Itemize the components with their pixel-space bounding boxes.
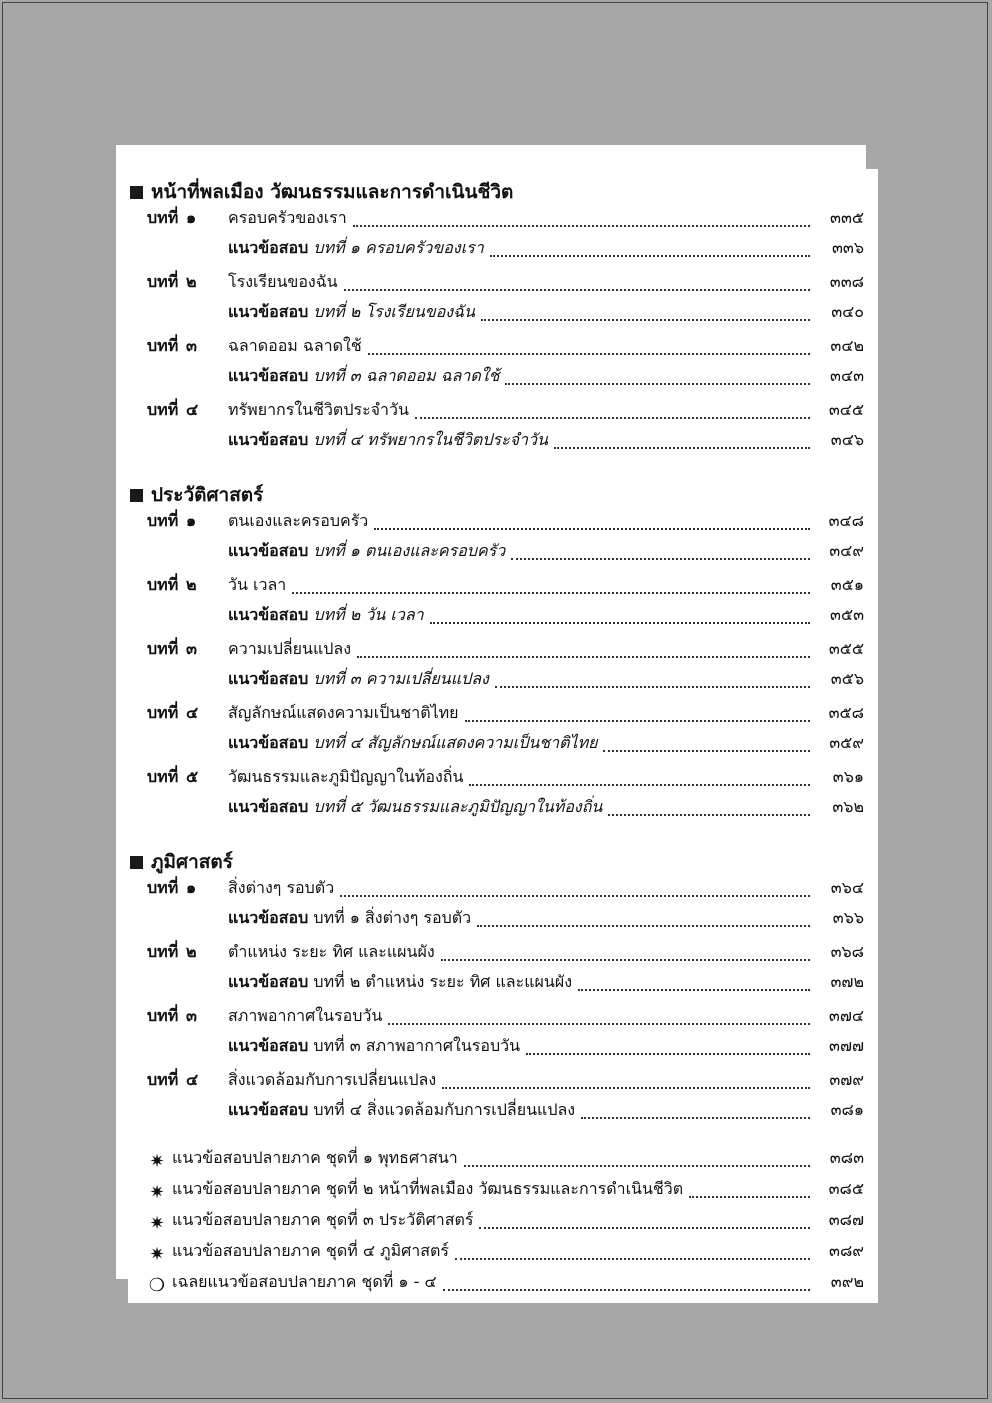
chapter-title: สิ่งต่างๆ รอบตัว [228, 878, 335, 897]
dot-leader [495, 686, 810, 688]
toc-exercise-row[interactable] [116, 796, 878, 822]
toc-extra-row[interactable] [146, 1238, 864, 1264]
exercise-title: บทที่ ๕ วัฒนธรรมและภูมิปัญญาในท้องถิ่น [313, 797, 603, 816]
toc-entry [228, 270, 864, 295]
chapter-number: ๔ [186, 1070, 199, 1089]
page-number: ๓๔๓ [830, 366, 864, 385]
page-number: ๓๕๖ [830, 669, 864, 688]
toc-exercise-row[interactable] [116, 1099, 878, 1125]
toc-exercise-row[interactable] [116, 732, 878, 758]
chapter-label: บทที่ [147, 878, 179, 897]
toc-chapter-row[interactable] [116, 510, 878, 536]
toc-chapter-row[interactable] [116, 702, 878, 728]
dot-leader [511, 558, 810, 560]
exercise-title: บทที่ ๒ ตำแหน่ง ระยะ ทิศ และแผนผัง [313, 972, 572, 991]
section-title-text: ภูมิศาสตร์ [151, 851, 233, 873]
exercise-label: แนวข้อสอบ [228, 972, 309, 991]
toc-entry [228, 1004, 864, 1029]
chapter-title: ฉลาดออม ฉลาดใช้ [228, 336, 362, 355]
dot-leader [368, 353, 810, 355]
page-number: ๓๕๑ [830, 575, 864, 594]
star-burst-icon: ✷ [149, 1213, 165, 1234]
dot-leader [465, 720, 810, 722]
page-number: ๓๗๒ [830, 972, 864, 991]
page-number: ๓๓๕ [830, 208, 864, 227]
toc-entry [228, 428, 864, 453]
section-title-text: ประวัติศาสตร์ [151, 484, 264, 506]
toc-chapter-row[interactable] [116, 1005, 878, 1031]
dot-leader [415, 417, 810, 419]
dot-leader [689, 1196, 810, 1198]
page-number: ๓๖๖ [832, 908, 864, 927]
toc-extra-row[interactable] [146, 1269, 864, 1295]
exercise-title: บทที่ ๔ สิ่งแวดล้อมกับการเปลี่ยนแปลง [313, 1100, 576, 1119]
dot-leader [344, 289, 810, 291]
page-number: ๓๙๒ [830, 1272, 864, 1291]
dot-leader [340, 895, 810, 897]
sheet-notch [116, 1279, 128, 1303]
toc-exercise-row[interactable] [116, 237, 878, 263]
chapter-number: ๑ [186, 511, 197, 530]
toc-entry [228, 765, 864, 790]
toc-entry [228, 1098, 864, 1123]
exercise-text [228, 236, 484, 261]
square-bullet-icon [130, 186, 143, 199]
exercise-text [228, 1034, 520, 1059]
toc-chapter-row[interactable] [116, 877, 878, 903]
exercise-text [228, 603, 424, 628]
toc-exercise-row[interactable] [116, 301, 878, 327]
exercise-title: บทที่ ๑ ตนเองและครอบครัว [313, 541, 506, 560]
exercise-text [228, 300, 475, 325]
page-number: ๓๘๗ [828, 1210, 864, 1229]
chapter-title: ครอบครัวของเรา [228, 208, 347, 227]
chapter-title: วัน เวลา [228, 575, 287, 594]
dot-leader [292, 592, 810, 594]
toc-entry [228, 701, 864, 726]
toc-entry [228, 539, 864, 564]
dot-leader [357, 656, 810, 658]
toc-extra-row[interactable] [146, 1176, 864, 1202]
dot-leader [469, 784, 810, 786]
chapter-number: ๕ [186, 767, 199, 786]
chapter-label: บทที่ [147, 1070, 179, 1089]
dot-leader [443, 1289, 810, 1291]
section-title [130, 847, 233, 877]
dot-leader [608, 814, 810, 816]
toc-entry [228, 940, 864, 965]
chapter-label: บทที่ [147, 208, 179, 227]
exercise-title: บทที่ ๔ สัญลักษณ์แสดงความเป็นชาติไทย [313, 733, 598, 752]
star-burst-icon: ✷ [149, 1151, 165, 1172]
page-number: ๓๕๙ [829, 733, 864, 752]
toc-chapter-row[interactable] [116, 335, 878, 361]
exercise-text [228, 970, 572, 995]
chapter-title: ตนเองและครอบครัว [228, 511, 369, 530]
page-number: ๓๔๐ [831, 302, 864, 321]
chapter-title: ความเปลี่ยนแปลง [228, 639, 352, 658]
chapter-number: ๓ [186, 1006, 197, 1025]
exercise-text [228, 539, 505, 564]
page-number: ๓๘๙ [829, 1241, 864, 1260]
page-number: ๓๔๘ [828, 511, 864, 530]
exercise-text [228, 731, 597, 756]
toc-chapter-row[interactable] [116, 1069, 878, 1095]
toc-exercise-row[interactable] [116, 668, 878, 694]
chapter-number: ๔ [186, 400, 199, 419]
toc-sheet [116, 145, 878, 1303]
exercise-title: บทที่ ๓ สภาพอากาศในรอบวัน [313, 1036, 521, 1055]
exercise-label: แนวข้อสอบ [228, 366, 309, 385]
exercise-label: แนวข้อสอบ [228, 797, 309, 816]
chapter-label: บทที่ [147, 336, 179, 355]
toc-chapter-row[interactable] [116, 574, 878, 600]
page-number: ๓๖๑ [832, 767, 864, 786]
toc-entry [228, 876, 864, 901]
extra-title: แนวข้อสอบปลายภาค ชุดที่ ๓ ประวัติศาสตร์ [172, 1210, 474, 1229]
chapter-label: บทที่ [147, 511, 179, 530]
toc-entry [228, 364, 864, 389]
exercise-title: บทที่ ๑ ครอบครัวของเรา [313, 238, 484, 257]
extra-title: แนวข้อสอบปลายภาค ชุดที่ ๒ หน้าที่พลเมือง วัฒนธรรมและการดำเนินชีวิต [172, 1179, 684, 1198]
page-number: ๓๘๑ [830, 1100, 864, 1119]
chapter-title: ทรัพยากรในชีวิตประจำวัน [228, 400, 409, 419]
exercise-title: บทที่ ๔ ทรัพยากรในชีวิตประจำวัน [313, 430, 548, 449]
chapter-label: บทที่ [147, 942, 179, 961]
square-bullet-icon [130, 489, 143, 502]
chapter-number: ๒ [186, 272, 197, 291]
toc-entry [228, 970, 864, 995]
dot-leader [374, 528, 810, 530]
toc-entry [228, 637, 864, 662]
dot-leader [603, 750, 810, 752]
exercise-text [228, 428, 548, 453]
chapter-label: บทที่ [147, 767, 179, 786]
extra-title: แนวข้อสอบปลายภาค ชุดที่ ๑ พุทธศาสนา [172, 1148, 458, 1167]
exercise-title: บทที่ ๓ ความเปลี่ยนแปลง [313, 669, 489, 688]
exercise-label: แนวข้อสอบ [228, 541, 309, 560]
exercise-text [228, 906, 471, 931]
toc-exercise-row[interactable] [116, 429, 878, 455]
exercise-label: แนวข้อสอบ [228, 669, 309, 688]
dot-leader [430, 622, 810, 624]
page-number: ๓๖๘ [830, 942, 864, 961]
exercise-label: แนวข้อสอบ [228, 605, 309, 624]
sheet-notch [866, 145, 878, 169]
exercise-label: แนวข้อสอบ [228, 430, 309, 449]
exercise-title: บทที่ ๒ โรงเรียนของฉัน [313, 302, 475, 321]
toc-entry [228, 1034, 864, 1059]
toc-entry [228, 573, 864, 598]
exercise-label: แนวข้อสอบ [228, 238, 309, 257]
dot-leader [481, 319, 810, 321]
toc-chapter-row[interactable] [116, 207, 878, 233]
page-number: ๓๔๙ [829, 541, 864, 560]
chapter-title: สิ่งแวดล้อมกับการเปลี่ยนแปลง [228, 1070, 437, 1089]
toc-chapter-row[interactable] [116, 766, 878, 792]
toc-exercise-row[interactable] [116, 604, 878, 630]
exercise-text [228, 667, 489, 692]
section-title [130, 177, 513, 207]
section-title-text: หน้าที่พลเมือง วัฒนธรรมและการดำเนินชีวิต [151, 181, 514, 203]
toc-entry [228, 509, 864, 534]
exercise-label: แนวข้อสอบ [228, 1036, 309, 1055]
chapter-label: บทที่ [147, 1006, 179, 1025]
toc-entry [228, 906, 864, 931]
toc-entry [228, 731, 864, 756]
toc-entry [228, 398, 864, 423]
page-number: ๓๓๖ [831, 238, 864, 257]
section-title [130, 480, 263, 510]
toc-entry [228, 300, 864, 325]
dot-leader [455, 1258, 810, 1260]
page-number: ๓๘๓ [829, 1148, 864, 1167]
toc-chapter-row[interactable] [116, 399, 878, 425]
dot-leader [353, 225, 810, 227]
chapter-number: ๒ [186, 575, 197, 594]
chapter-number: ๑ [186, 208, 197, 227]
page-number: ๓๔๕ [828, 400, 864, 419]
page-number: ๓๗๗ [829, 1036, 864, 1055]
dot-leader [441, 959, 810, 961]
chapter-label: บทที่ [147, 639, 179, 658]
page-number: ๓๖๒ [832, 797, 864, 816]
toc-extra-row[interactable] [146, 1145, 864, 1171]
chapter-number: ๒ [186, 942, 197, 961]
exercise-text [228, 364, 499, 389]
toc-exercise-row[interactable] [116, 971, 878, 997]
chapter-title: โรงเรียนของฉัน [228, 272, 338, 291]
chapter-label: บทที่ [147, 575, 179, 594]
dot-leader [526, 1053, 810, 1055]
chapter-number: ๑ [186, 878, 197, 897]
dot-leader [477, 925, 810, 927]
dot-leader [490, 255, 810, 257]
exercise-text [228, 1098, 575, 1123]
toc-exercise-row[interactable] [116, 365, 878, 391]
chapter-label: บทที่ [147, 272, 179, 291]
extra-title: แนวข้อสอบปลายภาค ชุดที่ ๔ ภูมิศาสตร์ [172, 1241, 450, 1260]
exercise-label: แนวข้อสอบ [228, 733, 309, 752]
chapter-number: ๓ [186, 639, 197, 658]
exercise-title: บทที่ ๑ สิ่งต่างๆ รอบตัว [313, 908, 472, 927]
chapter-number: ๓ [186, 336, 197, 355]
page-number: ๓๕๓ [830, 605, 864, 624]
exercise-title: บทที่ ๓ ฉลาดออม ฉลาดใช้ [313, 366, 500, 385]
toc-entry [228, 795, 864, 820]
toc-exercise-row[interactable] [116, 540, 878, 566]
dot-leader [581, 1117, 810, 1119]
chapter-label: บทที่ [147, 400, 179, 419]
square-bullet-icon [130, 856, 143, 869]
exercise-label: แนวข้อสอบ [228, 908, 309, 927]
toc-entry [228, 603, 864, 628]
chapter-title: สัญลักษณ์แสดงความเป็นชาติไทย [228, 703, 459, 722]
star-burst-icon: ✷ [149, 1244, 165, 1265]
exercise-title: บทที่ ๒ วัน เวลา [313, 605, 424, 624]
toc-chapter-row[interactable] [116, 941, 878, 967]
chapter-title: วัฒนธรรมและภูมิปัญญาในท้องถิ่น [228, 767, 464, 786]
star-burst-icon: ✷ [149, 1182, 165, 1203]
toc-entry [228, 236, 864, 261]
chapter-label: บทที่ [147, 703, 179, 722]
chapter-number: ๔ [186, 703, 199, 722]
page-number: ๓๘๕ [828, 1179, 864, 1198]
exercise-label: แนวข้อสอบ [228, 302, 309, 321]
exercise-text [228, 795, 602, 820]
extra-title: เฉลยแนวข้อสอบปลายภาค ชุดที่ ๑ - ๔ [172, 1272, 437, 1291]
page-number: ๓๔๒ [830, 336, 864, 355]
toc-entry [228, 334, 864, 359]
chapter-title: ตำแหน่ง ระยะ ทิศ และแผนผัง [228, 942, 435, 961]
dot-leader [388, 1023, 810, 1025]
toc-entry [228, 206, 864, 231]
page-number: ๓๗๙ [829, 1070, 864, 1089]
page-number: ๓๗๔ [828, 1006, 864, 1025]
exercise-label: แนวข้อสอบ [228, 1100, 309, 1119]
page-number: ๓๖๔ [830, 878, 864, 897]
toc-exercise-row[interactable] [116, 907, 878, 933]
page-number: ๓๕๘ [828, 703, 864, 722]
page-number: ๓๓๘ [829, 272, 864, 291]
chapter-title: สภาพอากาศในรอบวัน [228, 1006, 383, 1025]
dot-leader [578, 989, 810, 991]
dot-leader [464, 1165, 810, 1167]
page-number: ๓๔๖ [830, 430, 864, 449]
toc-entry [228, 1068, 864, 1093]
page-number: ๓๕๕ [828, 639, 864, 658]
dot-leader [442, 1087, 810, 1089]
dot-leader [479, 1227, 810, 1229]
dot-leader [554, 447, 810, 449]
toc-chapter-row[interactable] [116, 638, 878, 664]
toc-entry [228, 667, 864, 692]
toc-chapter-row[interactable] [116, 271, 878, 297]
circle-icon: ❍ [148, 1275, 166, 1296]
toc-exercise-row[interactable] [116, 1035, 878, 1061]
toc-extra-row[interactable] [146, 1207, 864, 1233]
dot-leader [505, 383, 810, 385]
